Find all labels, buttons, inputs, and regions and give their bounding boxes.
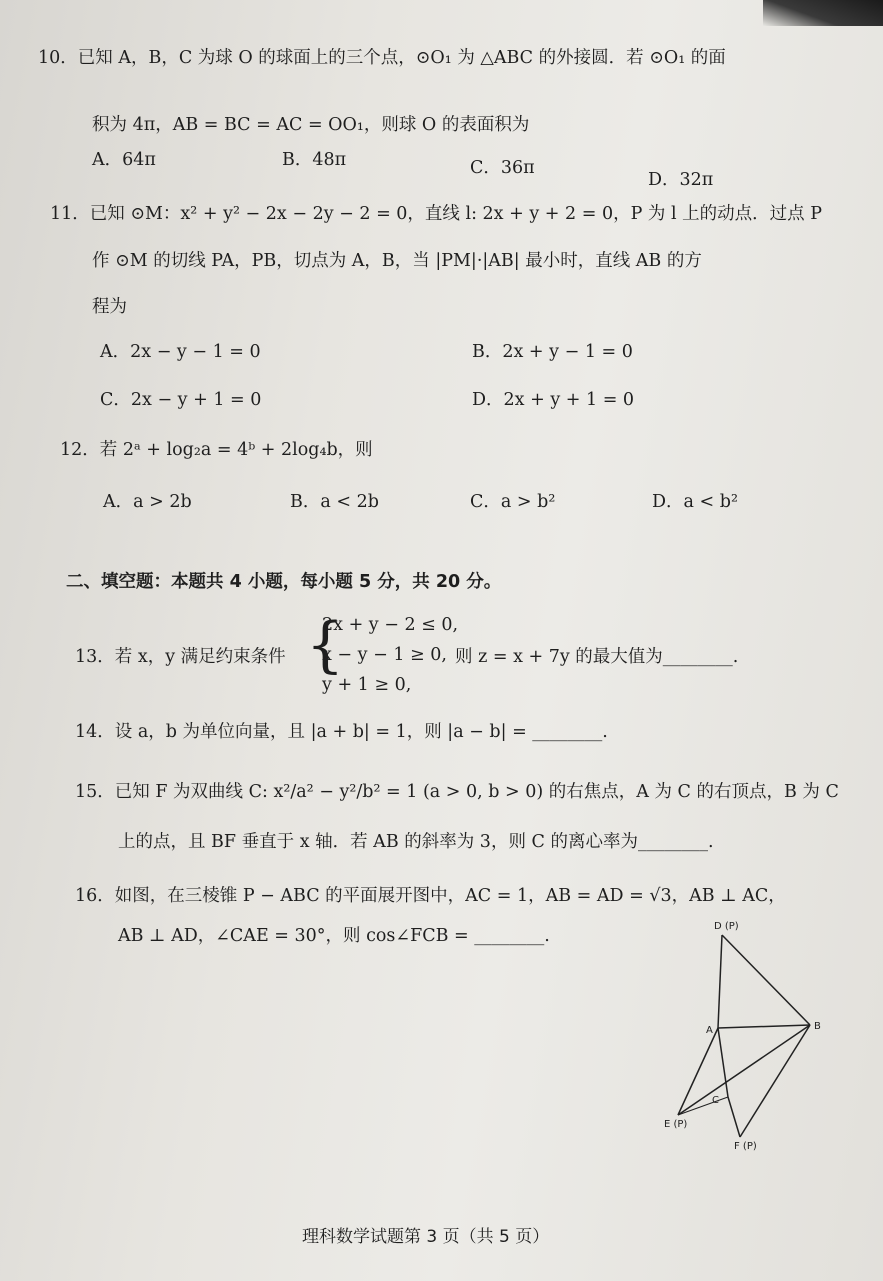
q12-line1: 12．若 2ᵃ + log₂a = 4ᵇ + 2log₄b，则 [60,440,373,460]
q14-line1: 14．设 a，b 为单位向量，且 |a + b| = 1，则 |a − b| = ________. [75,722,608,742]
q12-option-d: D．a < b² [652,492,738,512]
edge-db [722,935,810,1025]
q12-option-c: C．a > b² [470,492,556,512]
label-f: F (P) [734,1141,757,1152]
edge-be [678,1025,810,1115]
q16-line1: 16．如图，在三棱锥 P − ABC 的平面展开图中，AC = 1，AB = AD = √3，AB ⊥ AC， [75,886,786,906]
q10-line1: 10．已知 A，B，C 为球 O 的球面上的三个点，⊙O₁ 为 △ABC 的外接圆．若 ⊙O₁ 的面 [38,48,726,68]
page-footer: 理科数学试题第 3 页（共 5 页） [302,1227,550,1247]
label-b: B [814,1021,821,1032]
q11-option-c: C．2x − y + 1 = 0 [100,390,262,410]
q11-option-b: B．2x + y − 1 = 0 [472,342,633,362]
q11-line3: 程为 [92,297,127,317]
edge-bf [740,1025,810,1137]
q13-prefix: 13．若 x，y 满足约束条件 [75,647,286,667]
edge-ab [718,1025,810,1028]
q10-option-d: D．32π [648,170,714,190]
q11-option-d: D．2x + y + 1 = 0 [472,390,635,410]
edge-da [718,935,722,1028]
q13-constraint-3: y + 1 ≥ 0, [322,675,412,695]
label-c: C [712,1095,719,1106]
q15-line2: 上的点，且 BF 垂直于 x 轴．若 AB 的斜率为 3，则 C 的离心率为________. [118,832,714,852]
q13-suffix: 则 z = x + 7y 的最大值为________. [455,647,739,667]
label-e: E (P) [664,1119,688,1130]
q10-option-b: B．48π [282,150,347,170]
q13-constraint-2: x − y − 1 ≥ 0, [322,645,447,665]
label-a: A [706,1025,713,1036]
edge-cf [728,1097,740,1137]
q10-line2: 积为 4π，AB = BC = AC = OO₁，则球 O 的表面积为 [92,115,530,135]
q12-option-b: B．a < 2b [290,492,379,512]
q15-line1: 15．已知 F 为双曲线 C: x²/a² − y²/b² = 1 (a > 0, b > 0) 的右焦点，A 为 C 的右顶点，B 为 C [75,782,839,802]
pyramid-net-figure [660,915,840,1155]
section-heading-fill-in: 二、填空题：本题共 4 小题，每小题 5 分，共 20 分。 [66,572,502,592]
q11-line1: 11．已知 ⊙M：x² + y² − 2x − 2y − 2 = 0，直线 l: 2x + y + 2 = 0，P 为 l 上的动点．过点 P [50,204,822,224]
q11-line2: 作 ⊙M 的切线 PA，PB，切点为 A，B，当 |PM|·|AB| 最小时，直线 AB 的方 [92,251,702,271]
q16-line2: AB ⊥ AD，∠CAE = 30°，则 cos∠FCB = ________. [118,926,550,946]
q12-option-a: A．a > 2b [103,492,192,512]
q10-option-c: C．36π [470,158,535,178]
q13-brace: { [306,610,345,680]
q13-constraint-1: 2x + y − 2 ≤ 0, [322,615,459,635]
q10-option-a: A．64π [92,150,156,170]
q11-option-a: A．2x − y − 1 = 0 [100,342,261,362]
label-d: D (P) [714,921,739,932]
